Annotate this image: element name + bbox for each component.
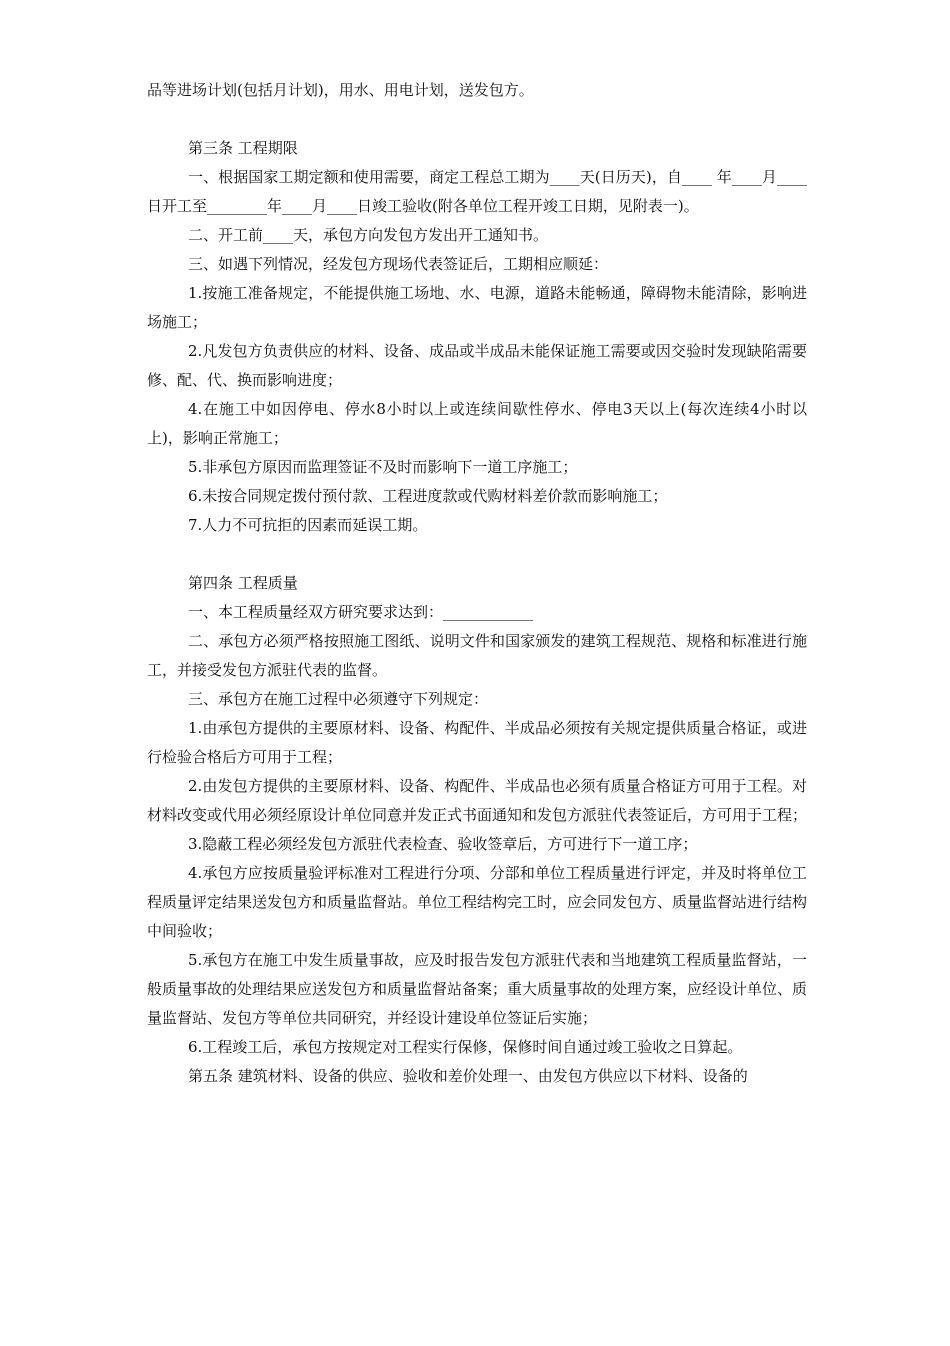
- article-4-item-2: 2.由发包方提供的主要原材料、设备、构配件、半成品也必须有质量合格证方可用于工程。对材料改变或代用必须经原设计单位同意并发正式书面通知和发包方派驻代表签证后，方可用于工程；: [147, 777, 808, 824]
- article-4-clause-3: 三、承包方在施工过程中必须遵守下列规定：: [188, 690, 489, 708]
- article-3-clause-2: 二、开工前____天，承包方向发包方发出开工通知书。: [188, 226, 549, 244]
- article-3-heading: 第三条 工程期限: [188, 139, 298, 157]
- article-4-item-4: 4.承包方应按质量验评标准对工程进行分项、分部和单位工程质量进行评定，并及时将单位工程质量评定结果送发包方和质量监督站。单位工程结构完工时，应会同发包方、质量监督站进行结构中间验收；: [147, 864, 808, 940]
- article-5-heading-line: 第五条 建筑材料、设备的供应、验收和差价处理一、由发包方供应以下材料、设备的: [188, 1067, 748, 1085]
- article-4-item-5: 5.承包方在施工中发生质量事故，应及时报告发包方派驻代表和当地建筑工程质量监督站，一般质量事故的处理结果应送发包方和质量监督站备案；重大质量事故的处理方案，应经设计单位、质量监督站、发包方等单位共同研究，并经设计建设单位签证后实施；: [147, 951, 808, 1027]
- article-4-item-3: 3.隐蔽工程必须经发包方派驻代表检查、验收签章后，方可进行下一道工序；: [188, 835, 698, 853]
- article-3-clause-1: 一、根据国家工期定额和使用需要，商定工程总工期为____天(日历天)，自____ 年____月____日开工至________年____月____日竣工验收(附各单位工程开竣工日期，见附表一)。: [147, 168, 807, 215]
- article-3-item-6: 6.未按合同规定拨付预付款、工程进度款或代购材料差价款而影响施工；: [188, 487, 668, 505]
- article-3-item-4: 4.在施工中如因停电、停水8小时以上或连续间歇性停水、停电3天以上(每次连续4小时以上)，影响正常施工；: [147, 400, 807, 447]
- paragraph-continuation: 品等进场计划(包括月计划)，用水、用电计划，送发包方。: [147, 81, 534, 99]
- article-3-item-2: 2.凡发包方负责供应的材料、设备、成品或半成品未能保证施工需要或因交验时发现缺陷需要修、配、代、换而影响进度；: [147, 342, 807, 389]
- article-4-item-6: 6.工程竣工后，承包方按规定对工程实行保修，保修时间自通过竣工验收之日算起。: [188, 1038, 743, 1056]
- article-3-item-5: 5.非承包方原因而监理签证不及时而影响下一道工序施工；: [188, 458, 578, 476]
- article-4-heading: 第四条 工程质量: [188, 574, 298, 592]
- article-3-clause-3: 三、如遇下列情况，经发包方现场代表签证后，工期相应顺延：: [188, 255, 609, 273]
- article-4-clause-2: 二、承包方必须严格按照施工图纸、说明文件和国家颁发的建筑工程规范、规格和标准进行施工，并接受发包方派驻代表的监督。: [147, 632, 807, 679]
- article-3-item-1: 1.按施工准备规定，不能提供施工场地、水、电源，道路未能畅通，障碍物未能清除，影响进场施工；: [147, 284, 807, 331]
- article-4-item-1: 1.由承包方提供的主要原材料、设备、构配件、半成品必须按有关规定提供质量合格证，或进行检验合格后方可用于工程；: [147, 719, 807, 766]
- document-body: [147, 76, 807, 1091]
- article-3-item-7: 7.人力不可抗拒的因素而延误工期。: [188, 516, 428, 534]
- article-4-clause-1: 一、本工程质量经双方研究要求达到：____________: [188, 603, 534, 621]
